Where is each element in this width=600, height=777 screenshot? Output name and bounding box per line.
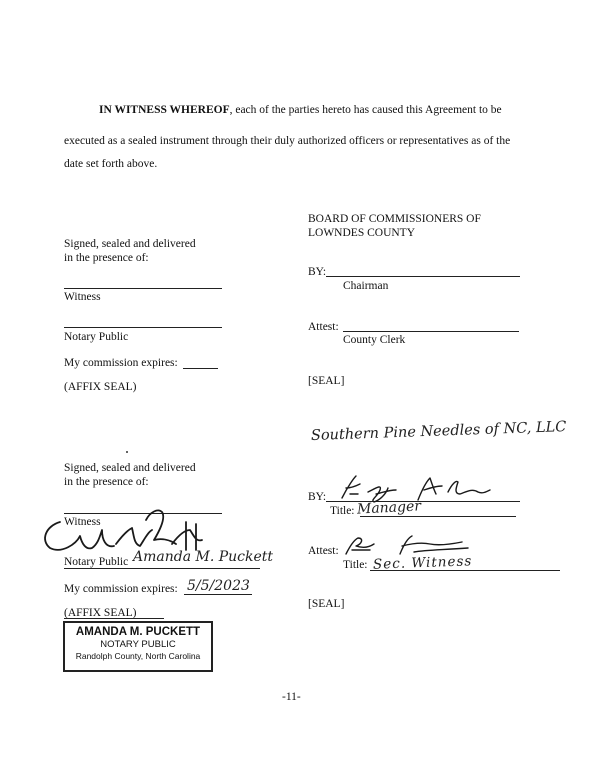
company-by-label: BY: (308, 491, 327, 503)
notary-stamp-name: AMANDA M. PUCKETT (75, 626, 201, 638)
commission-2-label: My commission expires: (64, 583, 178, 595)
commission-2-date-line[interactable] (184, 594, 252, 595)
board-name-line-1: BOARD OF COMMISSIONERS OF (308, 213, 481, 225)
affix-seal-2-underline (64, 618, 164, 619)
affix-seal-2: (AFFIX SEAL) (64, 607, 137, 619)
board-by-label: BY: (308, 266, 327, 278)
notary-1-signature-line[interactable] (64, 327, 222, 328)
company-attest-label: Attest: (308, 545, 339, 557)
intro-line-1-rest: , each of the parties hereto has caused this Agreement to be (229, 104, 502, 116)
witness-2-label: Witness (64, 516, 101, 528)
witness-1-presence-line-2: in the presence of: (64, 252, 149, 264)
intro-bold-lead: IN WITNESS WHEREOF (99, 104, 230, 116)
board-county-clerk-label: County Clerk (343, 334, 406, 346)
intro-line-1 (99, 103, 502, 117)
commission-2-date-value: 5/5/2023 (187, 578, 250, 594)
intro-line-3: date set forth above. (64, 158, 158, 170)
intro-line-2: executed as a sealed instrument through their duly authorized officers or representatives as of the (64, 135, 511, 147)
board-chairman-label: Chairman (343, 280, 389, 292)
notary-1-label: Notary Public (64, 331, 129, 343)
witness-2-presence-line-2: in the presence of: (64, 476, 149, 488)
board-by-signature-line[interactable] (326, 276, 520, 277)
company-attest-title-value: Sec. Witness (372, 553, 473, 573)
witness-1-presence-line-1: Signed, sealed and delivered (64, 238, 196, 250)
company-seal-label: [SEAL] (308, 598, 345, 610)
notary-stamp-title: NOTARY PUBLIC (100, 639, 176, 650)
witness-1-label: Witness (64, 291, 101, 303)
commission-1-label: My commission expires: (64, 357, 178, 369)
notary-stamp-location: Randolph County, North Carolina (75, 651, 201, 661)
company-by-signature-line[interactable] (326, 501, 520, 502)
witness-1-signature-line[interactable] (64, 288, 222, 289)
board-name-line-2: LOWNDES COUNTY (308, 227, 416, 239)
company-title-label: Title: (330, 505, 355, 517)
affix-seal-1: (AFFIX SEAL) (64, 381, 137, 393)
commission-1-date-line[interactable] (183, 368, 218, 369)
witness-2-signature-line[interactable] (64, 513, 222, 514)
board-attest-label: Attest: (308, 321, 339, 333)
page-number: -11- (282, 691, 301, 703)
company-handwritten-name: Southern Pine Needles of NC, LLC (310, 419, 567, 444)
notary-2-label: Notary Public (64, 556, 129, 568)
board-seal-label: [SEAL] (308, 375, 345, 387)
board-attest-signature-line[interactable] (343, 331, 519, 332)
company-title-value: Manager (356, 498, 422, 518)
witness-2-presence-line-1: Signed, sealed and delivered (64, 462, 196, 474)
stray-dot (126, 451, 128, 453)
notary-2-signature: Amanda M. Puckett (133, 549, 274, 565)
company-attest-title-label: Title: (343, 559, 368, 571)
notary-stamp (63, 621, 213, 672)
